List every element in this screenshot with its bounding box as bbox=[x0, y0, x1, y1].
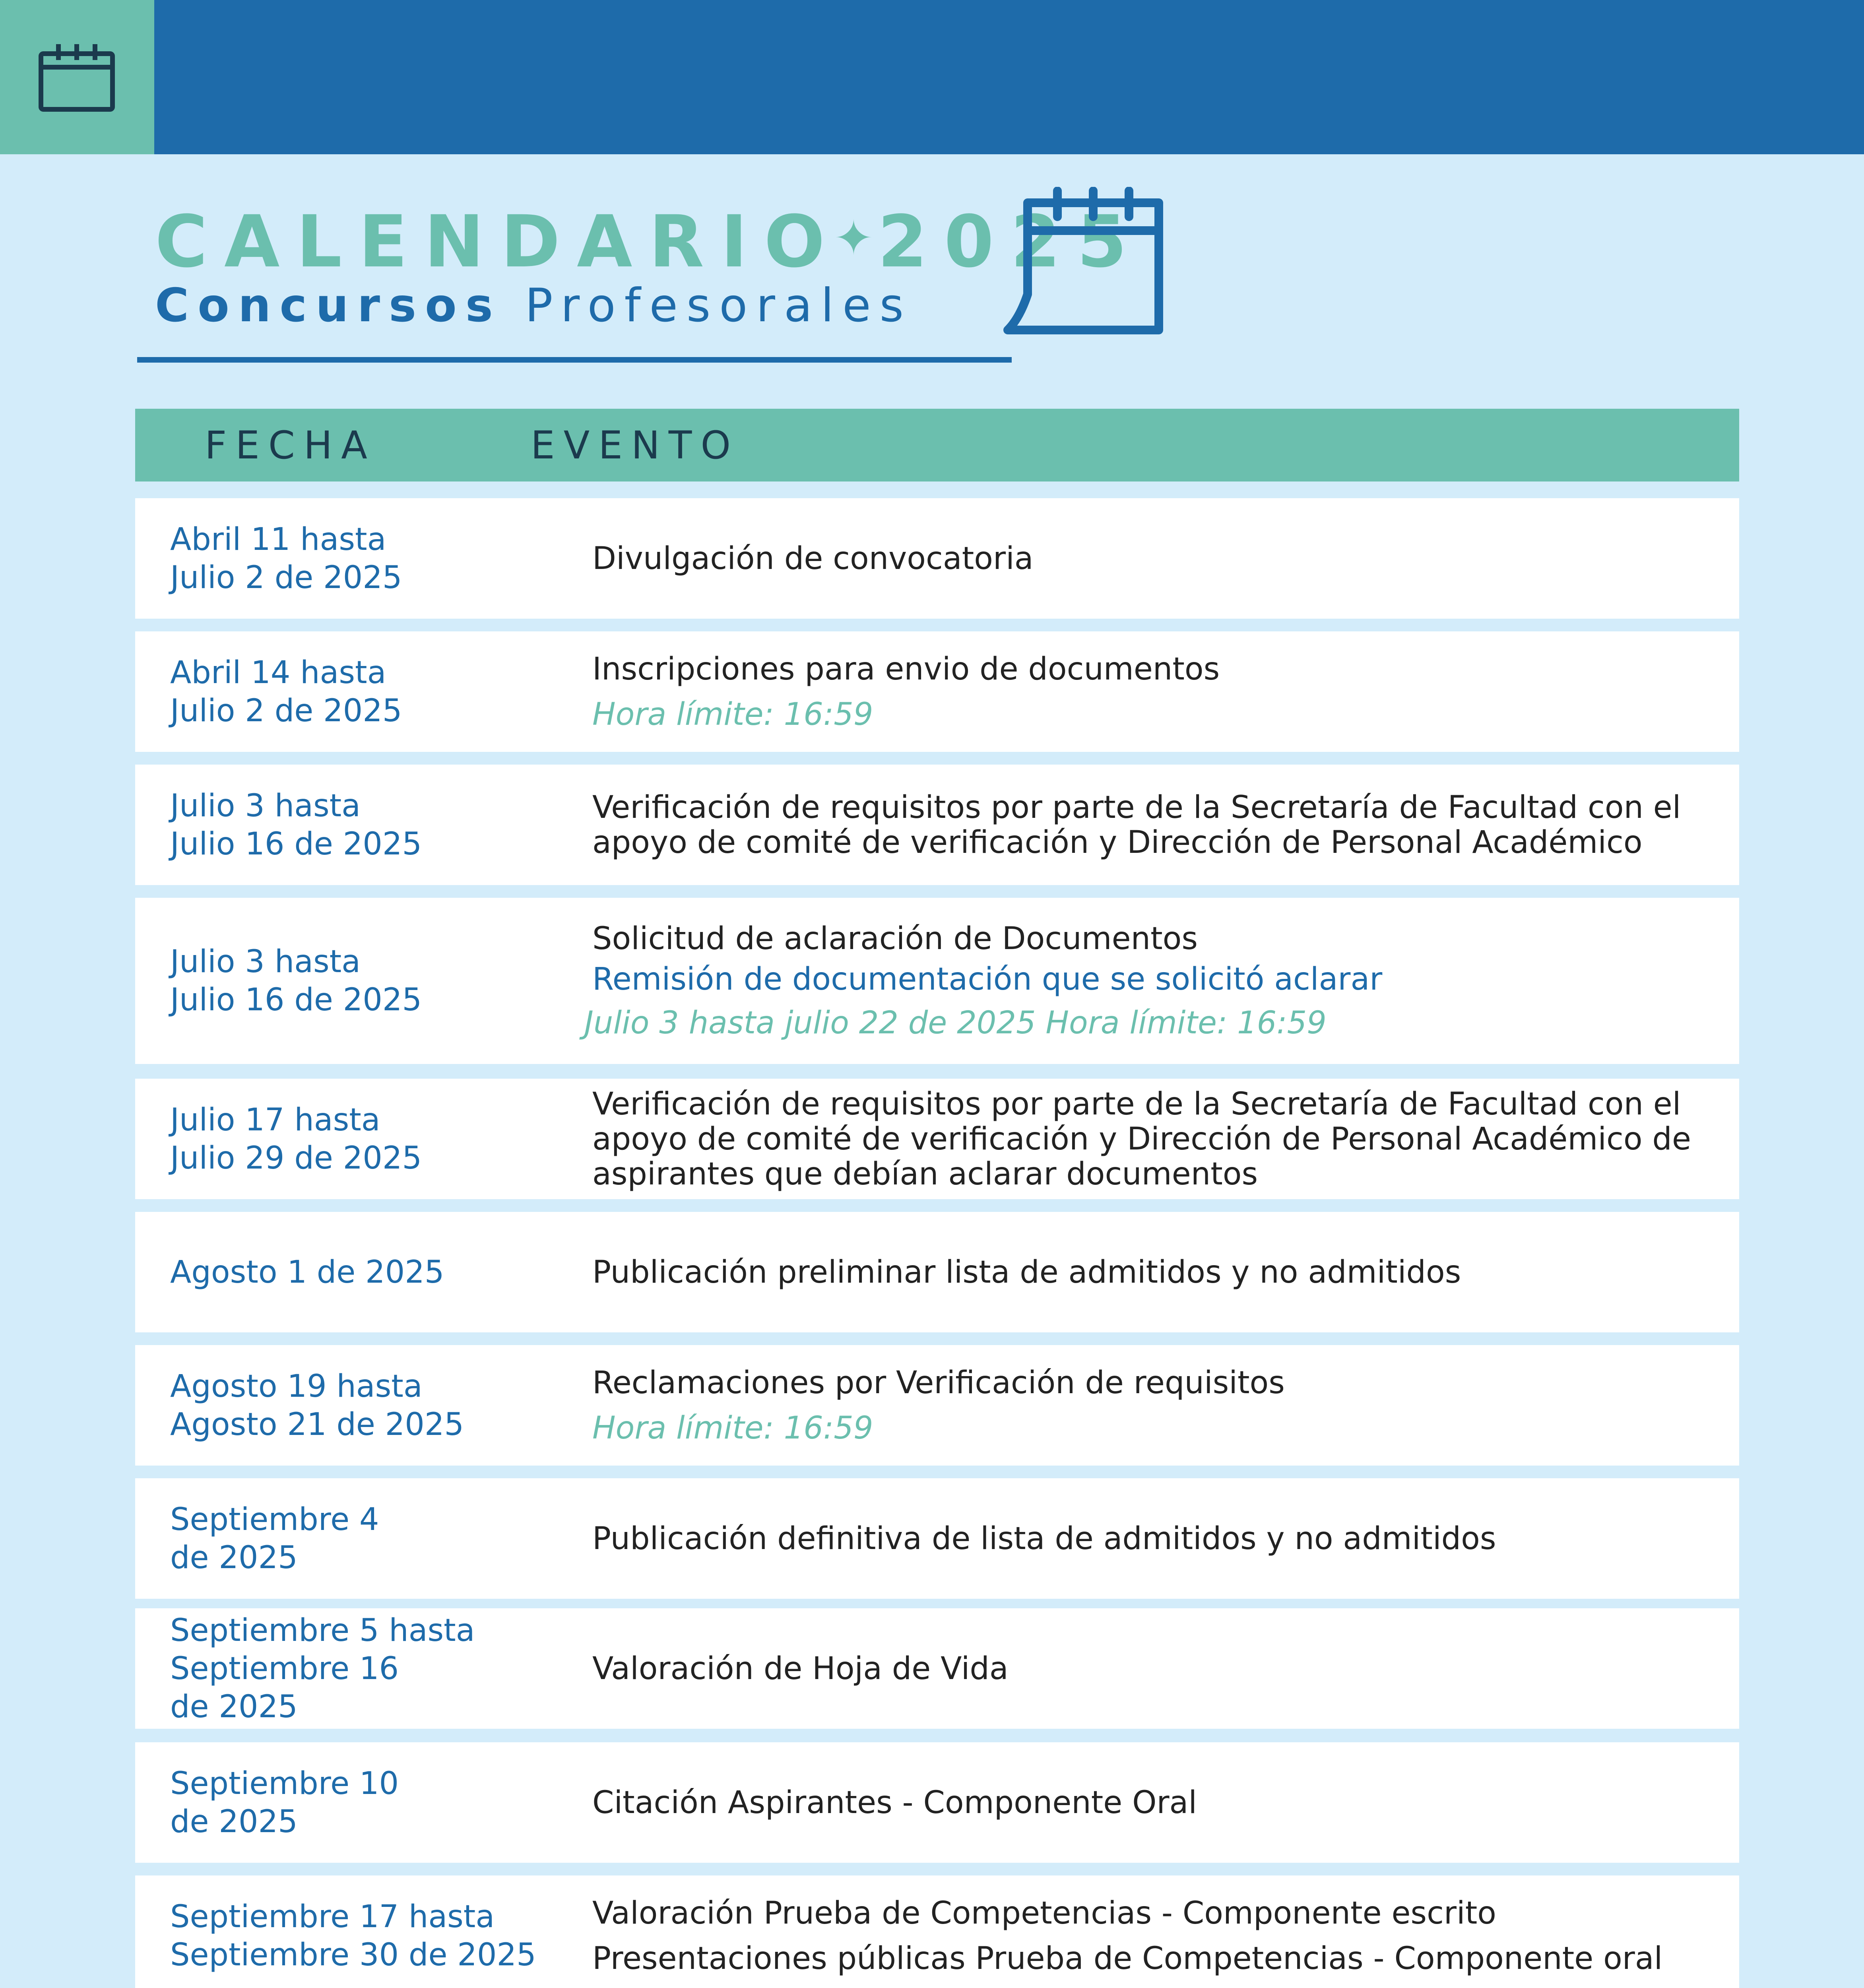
event-line: Publicación preliminar lista de admitidos y no admitidos bbox=[592, 1254, 1461, 1290]
subtitle-bold: Concursos bbox=[155, 279, 502, 332]
row-date bbox=[170, 943, 560, 1019]
row-date bbox=[170, 787, 560, 863]
event-line: Solicitud de aclaración de Documentos bbox=[592, 921, 1198, 957]
table-row bbox=[135, 1212, 1739, 1332]
row-event bbox=[584, 921, 1717, 1041]
table-row bbox=[135, 898, 1739, 1064]
table-row bbox=[135, 1345, 1739, 1466]
deadline-note: Julio 3 hasta julio 22 de 2025 Hora límite: 16:59 bbox=[584, 1005, 1327, 1041]
row-date bbox=[170, 1367, 560, 1444]
event-line: Citación Aspirantes - Componente Oral bbox=[592, 1784, 1197, 1821]
date-line: Septiembre 5 hasta bbox=[170, 1612, 475, 1648]
date-line: Julio 2 de 2025 bbox=[170, 693, 402, 729]
star-icon: ✦ bbox=[834, 211, 874, 266]
date-line: Septiembre 30 de 2025 bbox=[170, 1937, 536, 1973]
date-line: Septiembre 4 bbox=[170, 1501, 379, 1538]
event-line: Valoración Prueba de Competencias - Componente escrito bbox=[592, 1895, 1496, 1931]
event-line: Divulgación de convocatoria bbox=[592, 540, 1034, 577]
top-bar bbox=[0, 0, 1864, 154]
calendar-icon bbox=[35, 39, 119, 116]
table-row bbox=[135, 1079, 1739, 1199]
date-line: Abril 14 hasta bbox=[170, 654, 386, 691]
date-line: Julio 16 de 2025 bbox=[170, 982, 422, 1018]
row-event bbox=[592, 1255, 1725, 1290]
date-line: Abril 11 hasta bbox=[170, 521, 386, 557]
date-line: de 2025 bbox=[170, 1689, 298, 1725]
column-header-evento: EVENTO bbox=[531, 423, 739, 468]
row-event bbox=[592, 1087, 1725, 1192]
table-header bbox=[135, 409, 1739, 481]
event-line: Presentaciones públicas Prueba de Competencias - Componente oral bbox=[592, 1940, 1663, 1976]
date-line: Agosto 19 hasta bbox=[170, 1368, 423, 1404]
title-year: 2025 bbox=[877, 200, 1144, 283]
row-date bbox=[170, 654, 560, 730]
event-line: apoyo de comité de verificación y Dirección de Personal Académico de bbox=[592, 1121, 1691, 1157]
date-line: Julio 2 de 2025 bbox=[170, 559, 402, 596]
event-line: Publicación definitiva de lista de admitidos y no admitidos bbox=[592, 1520, 1496, 1557]
row-event bbox=[592, 1896, 1725, 1976]
date-line: Septiembre 10 bbox=[170, 1765, 399, 1802]
table-row bbox=[135, 1875, 1739, 1988]
row-event bbox=[592, 790, 1725, 860]
date-line: de 2025 bbox=[170, 1804, 298, 1840]
table-row bbox=[135, 765, 1739, 885]
date-line: de 2025 bbox=[170, 1540, 298, 1576]
row-date bbox=[170, 1765, 560, 1841]
deadline-note: Hora límite: 16:59 bbox=[592, 696, 873, 732]
row-date bbox=[170, 520, 560, 597]
calendar-icon bbox=[992, 187, 1171, 348]
event-line: Inscripciones para envio de documentos bbox=[592, 651, 1220, 687]
date-line: Julio 29 de 2025 bbox=[170, 1140, 422, 1176]
row-date bbox=[170, 1253, 560, 1291]
subtitle-rest: Profesorales bbox=[525, 279, 913, 332]
table-row bbox=[135, 1478, 1739, 1599]
event-line: aspirantes que debían aclarar documentos bbox=[592, 1156, 1258, 1192]
event-subline: Remisión de documentación que se solicitó aclarar bbox=[592, 961, 1383, 997]
row-event bbox=[592, 1365, 1725, 1446]
date-line: Septiembre 16 bbox=[170, 1650, 399, 1687]
table-row bbox=[135, 1742, 1739, 1863]
date-line: Julio 3 hasta bbox=[170, 944, 361, 980]
row-date bbox=[170, 1898, 560, 1974]
date-line: Agosto 1 de 2025 bbox=[170, 1254, 444, 1290]
table-row bbox=[135, 631, 1739, 752]
row-date bbox=[170, 1101, 560, 1177]
column-header-fecha: FECHA bbox=[205, 423, 376, 468]
event-line: Verificación de requisitos por parte de la Secretaría de Facultad con el bbox=[592, 789, 1681, 825]
title-text: CALENDARIO bbox=[155, 200, 842, 283]
title-underline bbox=[137, 357, 1012, 363]
top-calendar-box bbox=[0, 0, 154, 154]
row-event bbox=[592, 541, 1725, 576]
row-date bbox=[170, 1501, 560, 1577]
row-event bbox=[592, 652, 1725, 732]
date-line: Julio 3 hasta bbox=[170, 788, 361, 824]
event-line: Verificación de requisitos por parte de la Secretaría de Facultad con el bbox=[592, 1086, 1681, 1122]
event-line: Valoración de Hoja de Vida bbox=[592, 1650, 1009, 1687]
event-line: apoyo de comité de verificación y Dirección de Personal Académico bbox=[592, 824, 1643, 860]
table-row bbox=[135, 498, 1739, 619]
row-event bbox=[592, 1521, 1725, 1556]
date-line: Julio 16 de 2025 bbox=[170, 826, 422, 862]
event-line: Reclamaciones por Verificación de requisitos bbox=[592, 1365, 1285, 1401]
deadline-note: Hora límite: 16:59 bbox=[592, 1410, 873, 1446]
date-line: Agosto 21 de 2025 bbox=[170, 1406, 464, 1442]
row-event bbox=[592, 1651, 1725, 1686]
row-date bbox=[170, 1611, 560, 1726]
date-line: Septiembre 17 hasta bbox=[170, 1899, 495, 1935]
date-line: Julio 17 hasta bbox=[170, 1102, 380, 1138]
table-row bbox=[135, 1608, 1739, 1729]
row-event bbox=[592, 1785, 1725, 1820]
